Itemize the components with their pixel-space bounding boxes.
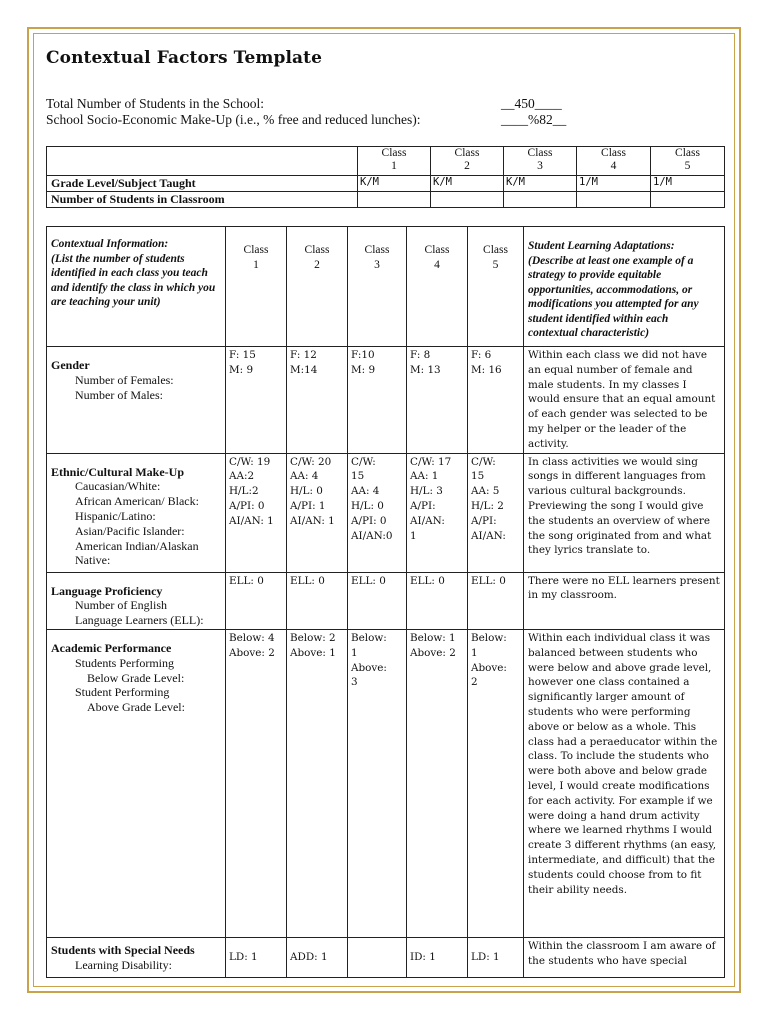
table-row (47, 347, 725, 454)
class-header: Class 4 (577, 147, 651, 176)
data-cell: Below: 1 Above: 2 (407, 629, 468, 937)
data-cell: Below: 4 Above: 2 (226, 629, 287, 937)
header-blank-cell (47, 147, 358, 176)
adaptation-cell: In class activities we would sing songs in different languages from various cultural backgrounds. Previewing the song I would give the students an overview of where the song originated from and what they lyrics translate to. (524, 453, 725, 572)
adaptation-cell: Within each individual class it was balanced between students who were below and above grade level, however one class contained a significantly larger amount of students who were performing above or below as a whole. This class had a peraeducator within the class. To include the students who were both above and below grade level, I would create modifications for each activity. For example if we were doing a hand drum activity where we learned rhythms I would create 3 different rhythms (an easy, intermediate, and difficult) that the students could choose from to fit their ability needs. (524, 629, 725, 937)
data-cell: F: 8 M: 13 (407, 347, 468, 454)
table-row (47, 572, 725, 629)
data-cell: F:10 M: 9 (348, 347, 407, 454)
adaptation-cell: Within each class we did not have an equal number of female and male students. In my classes I would ensure that an equal amount of each gender was selected to be my helper or the leader of the activity. (524, 347, 725, 454)
class-header: Class 1 (226, 227, 287, 347)
data-cell: F: 12 M:14 (287, 347, 348, 454)
class-header: Class 3 (504, 147, 577, 176)
total-students-row (46, 96, 724, 112)
adaptation-cell: Within the classroom I am aware of the students who have special (524, 937, 725, 977)
data-cell: ELL: 0 (287, 572, 348, 629)
category-sub: Hispanic/Latino: (75, 508, 156, 523)
category-cell-special-needs (47, 937, 226, 977)
adaptation-cell: There were no ELL learners present in my classroom. (524, 572, 725, 629)
category-title: Academic Performance (51, 640, 172, 655)
category-title: Ethnic/Cultural Make-Up (51, 464, 185, 479)
grade-level-row (47, 176, 725, 192)
category-title: Language Proficiency (51, 583, 163, 598)
adaptation-header: Student Learning Adaptations: (Describe at least one example of a strategy to provide equitable opportunities, accommodations, or modifications you attempted for any student identified within each contextual characteristic) (524, 227, 725, 347)
category-cell-language (47, 572, 226, 629)
data-cell (348, 937, 407, 977)
class-header: Class 3 (348, 227, 407, 347)
category-sub: Learning Disability: (75, 957, 172, 972)
category-sub: Asian/Pacific Islander: (75, 523, 185, 538)
category-sub: Number of Males: (75, 387, 163, 402)
students-count-cell (358, 192, 431, 208)
students-count-cell (651, 192, 725, 208)
data-cell: ELL: 0 (468, 572, 524, 629)
contextual-factors-table (46, 226, 725, 978)
class-header: Class 2 (431, 147, 504, 176)
grade-level-cell: K/M (431, 176, 504, 192)
data-cell: LD: 1 (226, 937, 287, 977)
data-cell: ID: 1 (407, 937, 468, 977)
data-cell: C/W: 17 AA: 1 H/L: 3 A/PI: AI/AN: 1 (407, 453, 468, 572)
class-header: Class 5 (651, 147, 725, 176)
data-cell: C/W: 19 AA:2 H/L:2 A/PI: 0 AI/AN: 1 (226, 453, 287, 572)
class-summary-table (46, 146, 725, 208)
data-cell: LD: 1 (468, 937, 524, 977)
class-header: Class 1 (358, 147, 431, 176)
category-sub: Number of Females: (75, 372, 174, 387)
data-cell: F: 15 M: 9 (226, 347, 287, 454)
total-students-label: Total Number of Students in the School: (46, 96, 265, 111)
grade-level-cell: K/M (358, 176, 431, 192)
students-count-cell (577, 192, 651, 208)
data-cell: Below: 1 Above: 3 (348, 629, 407, 937)
grade-level-cell: 1/M (651, 176, 725, 192)
category-cell-gender (47, 347, 226, 454)
page-title: Contextual Factors Template (46, 48, 323, 68)
category-sub: Above Grade Level: (87, 700, 185, 715)
category-sub: Below Grade Level: (87, 670, 185, 685)
grade-level-cell: K/M (504, 176, 577, 192)
class-header: Class 5 (468, 227, 524, 347)
class-header-row (47, 147, 725, 176)
students-count-row (47, 192, 725, 208)
category-sub: African American/ Black: (75, 494, 199, 509)
data-cell: C/W: 20 AA: 4 H/L: 0 A/PI: 1 AI/AN: 1 (287, 453, 348, 572)
school-info (46, 96, 724, 128)
data-cell: ELL: 0 (348, 572, 407, 629)
context-header: Contextual Information: (List the number of students identified in each class you teach and identify the class in which you are teaching your unit) (47, 227, 226, 347)
data-cell: Below: 2 Above: 1 (287, 629, 348, 937)
students-count-cell (431, 192, 504, 208)
category-sub: Students Performing (75, 655, 174, 670)
factors-header-row (47, 227, 725, 347)
total-students-value: __450____ (501, 96, 562, 111)
class-header: Class 2 (287, 227, 348, 347)
category-sub: Language Learners (ELL): (75, 613, 204, 628)
data-cell: ADD: 1 (287, 937, 348, 977)
category-sub: Caucasian/White: (75, 479, 161, 494)
category-sub: American Indian/Alaskan Native: (75, 538, 199, 568)
data-cell: ELL: 0 (226, 572, 287, 629)
category-cell-academic (47, 629, 226, 937)
category-title: Students with Special Needs (51, 942, 195, 957)
grade-level-label: Grade Level/Subject Taught (47, 176, 358, 192)
class-header: Class 4 (407, 227, 468, 347)
category-sub: Student Performing (75, 685, 170, 700)
data-cell: ELL: 0 (407, 572, 468, 629)
ses-value: ____%82__ (501, 112, 567, 127)
grade-level-cell: 1/M (577, 176, 651, 192)
document-content (46, 46, 724, 978)
category-sub: Number of English (75, 598, 167, 613)
data-cell: Below: 1 Above: 2 (468, 629, 524, 937)
students-count-cell (504, 192, 577, 208)
data-cell: C/W: 15 AA: 4 H/L: 0 A/PI: 0 AI/AN:0 (348, 453, 407, 572)
data-cell: F: 6 M: 16 (468, 347, 524, 454)
ses-row (46, 112, 724, 128)
students-count-label: Number of Students in Classroom (47, 192, 358, 208)
ses-label: School Socio-Economic Make-Up (i.e., % free and reduced lunches): (46, 112, 421, 127)
table-row (47, 629, 725, 937)
category-cell-ethnic (47, 453, 226, 572)
table-row (47, 453, 725, 572)
table-row (47, 937, 725, 977)
category-title: Gender (51, 358, 90, 372)
data-cell: C/W: 15 AA: 5 H/L: 2 A/PI: AI/AN: (468, 453, 524, 572)
